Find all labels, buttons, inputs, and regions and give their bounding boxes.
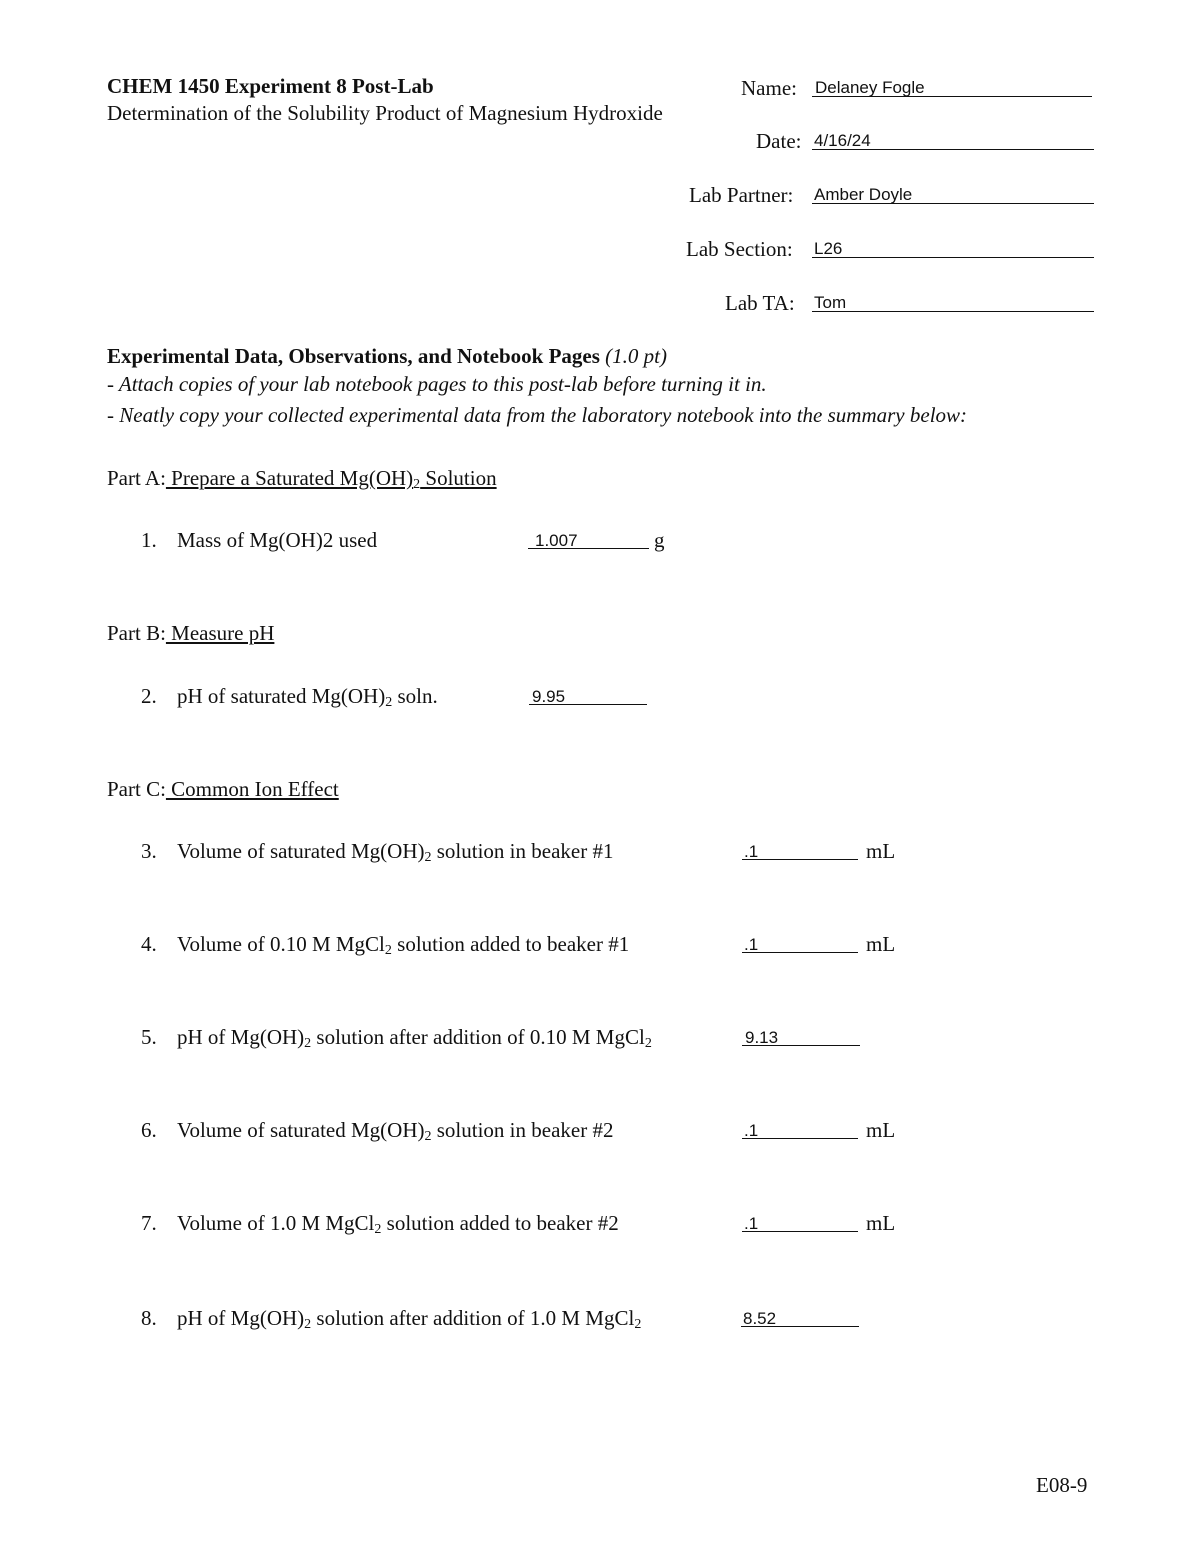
item-4-value: .1 (744, 935, 759, 954)
instructions-heading: Experimental Data, Observations, and Notebook Pages (107, 344, 600, 368)
item-6-answer-line[interactable] (742, 1118, 858, 1139)
instruction-line-2: - Neatly copy your collected experimental data from the laboratory notebook into the summary below: (107, 403, 968, 427)
item-3-number: 3. (141, 839, 157, 863)
section-label: Lab Section: (686, 237, 793, 261)
item-2-number: 2. (141, 684, 157, 708)
item-7-value: .1 (744, 1214, 759, 1233)
instructions-heading-row (107, 344, 667, 369)
instruction-line-1: - Attach copies of your lab notebook pages to this post-lab before turning it in. (107, 372, 767, 396)
item-4-unit: mL (866, 932, 896, 956)
item-7-unit: mL (866, 1211, 896, 1235)
item-1-value: 1.007 (535, 531, 578, 550)
item-6-unit: mL (866, 1118, 896, 1142)
item-8-number: 8. (141, 1306, 157, 1330)
item-7-answer-line[interactable] (742, 1211, 858, 1232)
ta-value: Tom (814, 293, 847, 312)
name-value: Delaney Fogle (815, 78, 925, 97)
ta-label: Lab TA: (725, 291, 795, 315)
section-value: L26 (814, 239, 843, 258)
item-3-answer-line[interactable] (742, 839, 858, 860)
partner-value: Amber Doyle (814, 185, 913, 204)
part-c-title: Common Ion Effect (165, 777, 339, 801)
item-7-text: Volume of 1.0 M MgCl$_2$ solution added to beaker #2 (177, 1211, 619, 1237)
item-1-number: 1. (141, 528, 157, 552)
document-subtitle: Determination of the Solubility Product of Magnesium Hydroxide (107, 101, 663, 125)
section-field-line[interactable] (812, 235, 1094, 258)
part-c-heading (107, 777, 339, 802)
document-title: CHEM 1450 Experiment 8 Post-Lab (107, 74, 434, 98)
item-1-unit: g (654, 528, 665, 552)
item-3-unit: mL (866, 839, 896, 863)
item-2-text: pH of saturated $Mg(OH)_2$ soln. (177, 684, 438, 710)
item-7-number: 7. (141, 1211, 157, 1235)
part-c-label: Part C: (107, 777, 166, 801)
item-4-text: Volume of 0.10 M MgCl$_2$ solution added to beaker #1 (177, 932, 630, 958)
item-3-text: Volume of saturated $Mg(OH)_2$ solution in beaker #1 (177, 839, 614, 865)
instructions-points: (1.0 pt) (605, 344, 667, 368)
part-b-title: Measure pH (165, 621, 275, 645)
item-4-answer-line[interactable] (742, 932, 858, 953)
date-label: Date: (756, 129, 802, 153)
part-a-heading (107, 466, 497, 491)
item-5-number: 5. (141, 1025, 157, 1049)
item-4-number: 4. (141, 932, 157, 956)
part-b-label: Part B: (107, 621, 166, 645)
item-6-value: .1 (744, 1121, 759, 1140)
name-label: Name: (741, 76, 797, 100)
item-5-value: 9.13 (745, 1028, 779, 1047)
item-5-text: pH of $Mg(OH)_2$ solution after addition of 0.10 M MgCl$_2$ (177, 1025, 652, 1051)
page-code: E08-9 (1036, 1473, 1088, 1497)
ta-field-line[interactable] (812, 289, 1094, 312)
date-value: 4/16/24 (814, 131, 871, 150)
part-b-heading (107, 621, 274, 646)
item-8-value: 8.52 (743, 1309, 777, 1328)
item-3-value: .1 (744, 842, 759, 861)
item-8-text: pH of $Mg(OH)_2$ solution after addition of 1.0 M MgCl$_2$ (177, 1306, 642, 1332)
item-6-text: Volume of saturated $Mg(OH)_2$ solution in beaker #2 (177, 1118, 614, 1144)
item-2-value: 9.95 (532, 687, 566, 706)
part-a-label: Part A: (107, 466, 166, 490)
item-1-text: Mass of Mg(OH)2 used (177, 528, 378, 552)
item-6-number: 6. (141, 1118, 157, 1142)
partner-label: Lab Partner: (689, 183, 794, 207)
part-a-title: Prepare a Saturated $Mg(OH)_2$ Solution (165, 466, 497, 492)
